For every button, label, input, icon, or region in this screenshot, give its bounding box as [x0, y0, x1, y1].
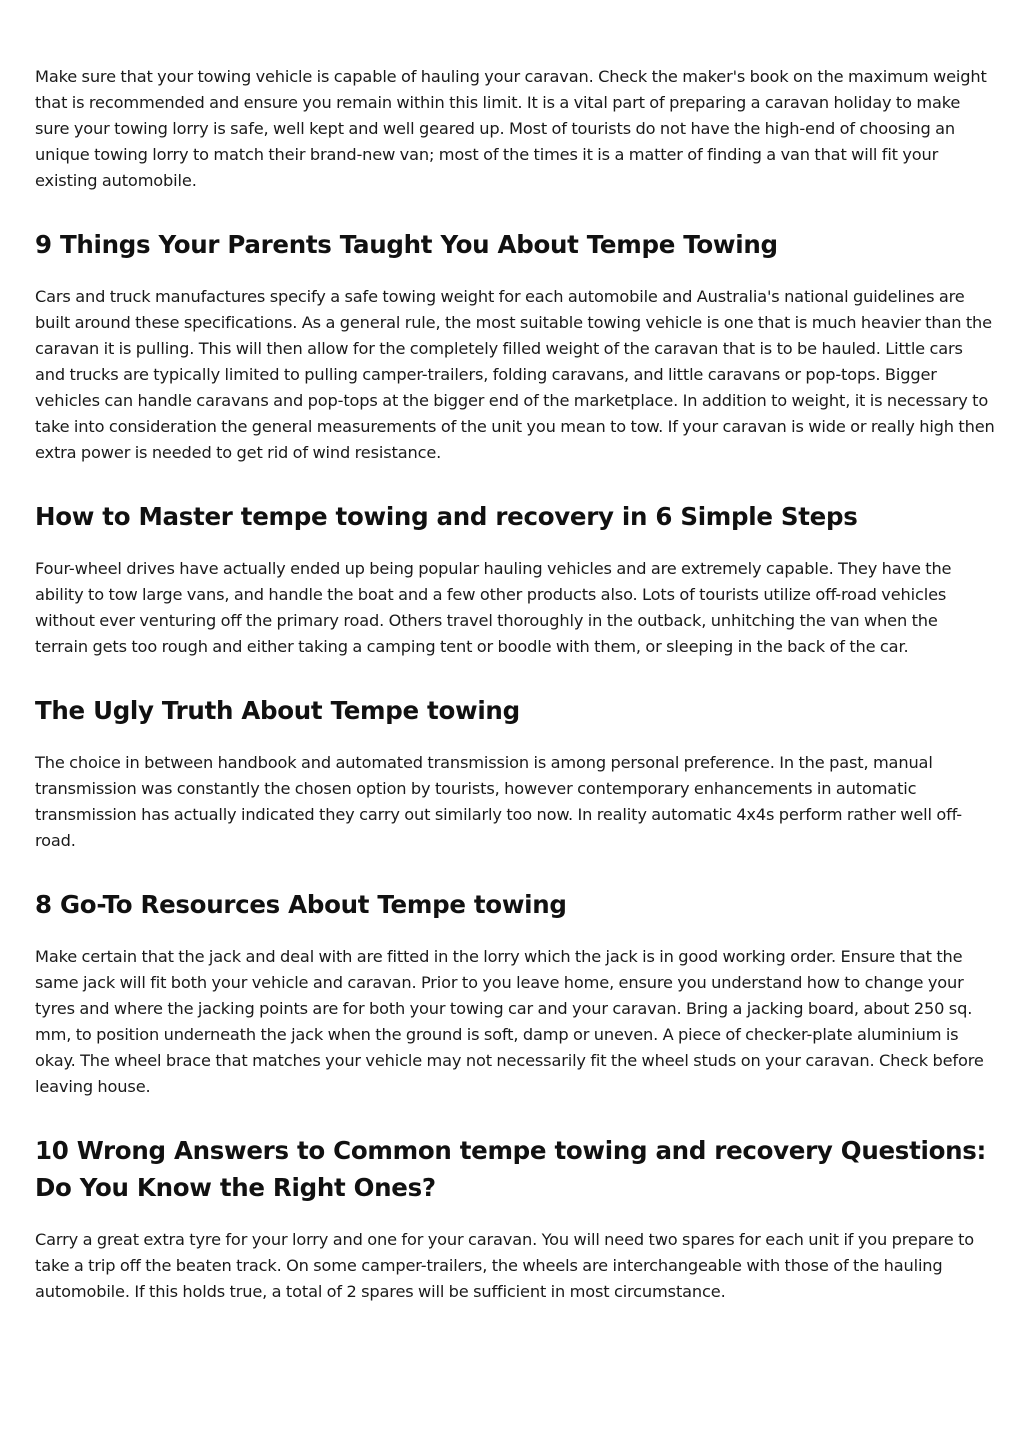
section-paragraph-2: Four-wheel drives have actually ended up being popular hauling vehicles and are extremely capable. They have the ability to tow large vans, and handle the boat and a few other products also. Lots of tourists utilize off-road vehicles without ever venturing off the primary road. Others travel thoroughly in the outback, unhitching the van when the terrain gets too rough and either taking a camping tent or boodle with them, or sleeping in the back of the car.: [35, 559, 952, 656]
section-paragraph-5: Carry a great extra tyre for your lorry and one for your caravan. You will need two spares for each unit if you prepare to take a trip off the beaten track. On some camper-trailers, the wheels are interchangeable with those of the hauling automobile. If this holds true, a total of 2 spares will be sufficient in most circumstance.: [35, 1230, 975, 1301]
section-heading-4: 8 Go-To Resources About Tempe towing: [35, 890, 567, 919]
article: [35, 64, 995, 1305]
section-paragraph-4: Make certain that the jack and deal with are fitted in the lorry which the jack is in good working order. Ensure that the same jack will fit both your vehicle and caravan. Prior to you leave home, ensure you understand how to change your tyres and where the jacking points are for both your towing car and your caravan. Bring a jacking board, about 250 sq. mm, to position underneath the jack when the ground is soft, damp or uneven. A piece of checker-plate aluminium is okay. The wheel brace that matches your vehicle may not necessarily fit the wheel studs on your caravan. Check before leaving house.: [35, 947, 984, 1096]
intro-paragraph: Make sure that your towing vehicle is capable of hauling your caravan. Check the maker's book on the maximum weight that is recommended and ensure you remain within this limit. It is a vital part of preparing a caravan holiday to make sure your towing lorry is safe, well kept and well geared up. Most of tourists do not have the high-end of choosing an unique towing lorry to match their brand-new van; most of the times it is a matter of finding a van that will fit your existing automobile.: [35, 67, 987, 190]
section-heading-3: The Ugly Truth About Tempe towing: [35, 696, 520, 725]
section-heading-1: 9 Things Your Parents Taught You About Tempe Towing: [35, 230, 778, 259]
section-heading-2: How to Master tempe towing and recovery in 6 Simple Steps: [35, 502, 858, 531]
section-paragraph-1: Cars and truck manufactures specify a safe towing weight for each automobile and Australia's national guidelines are built around these specifications. As a general rule, the most suitable towing vehicle is one that is much heavier than the caravan it is pulling. This will then allow for the completely filled weight of the caravan that is to be hauled. Little cars and trucks are typically limited to pulling camper-trailers, folding caravans, and little caravans or pop-tops. Bigger vehicles can handle caravans and pop-tops at the bigger end of the marketplace. In addition to weight, it is necessary to take into consideration the general measurements of the unit you mean to tow. If your caravan is wide or really high then extra power is needed to get rid of wind resistance.: [35, 287, 995, 462]
section-heading-5: 10 Wrong Answers to Common tempe towing and recovery Questions: Do You Know the Right Ones?: [35, 1136, 987, 1202]
section-paragraph-3: The choice in between handbook and automated transmission is among personal preference. In the past, manual transmission was constantly the chosen option by tourists, however contemporary enhancements in automatic transmission has actually indicated they carry out similarly too now. In reality automatic 4x4s perform rather well off-road.: [35, 753, 962, 850]
